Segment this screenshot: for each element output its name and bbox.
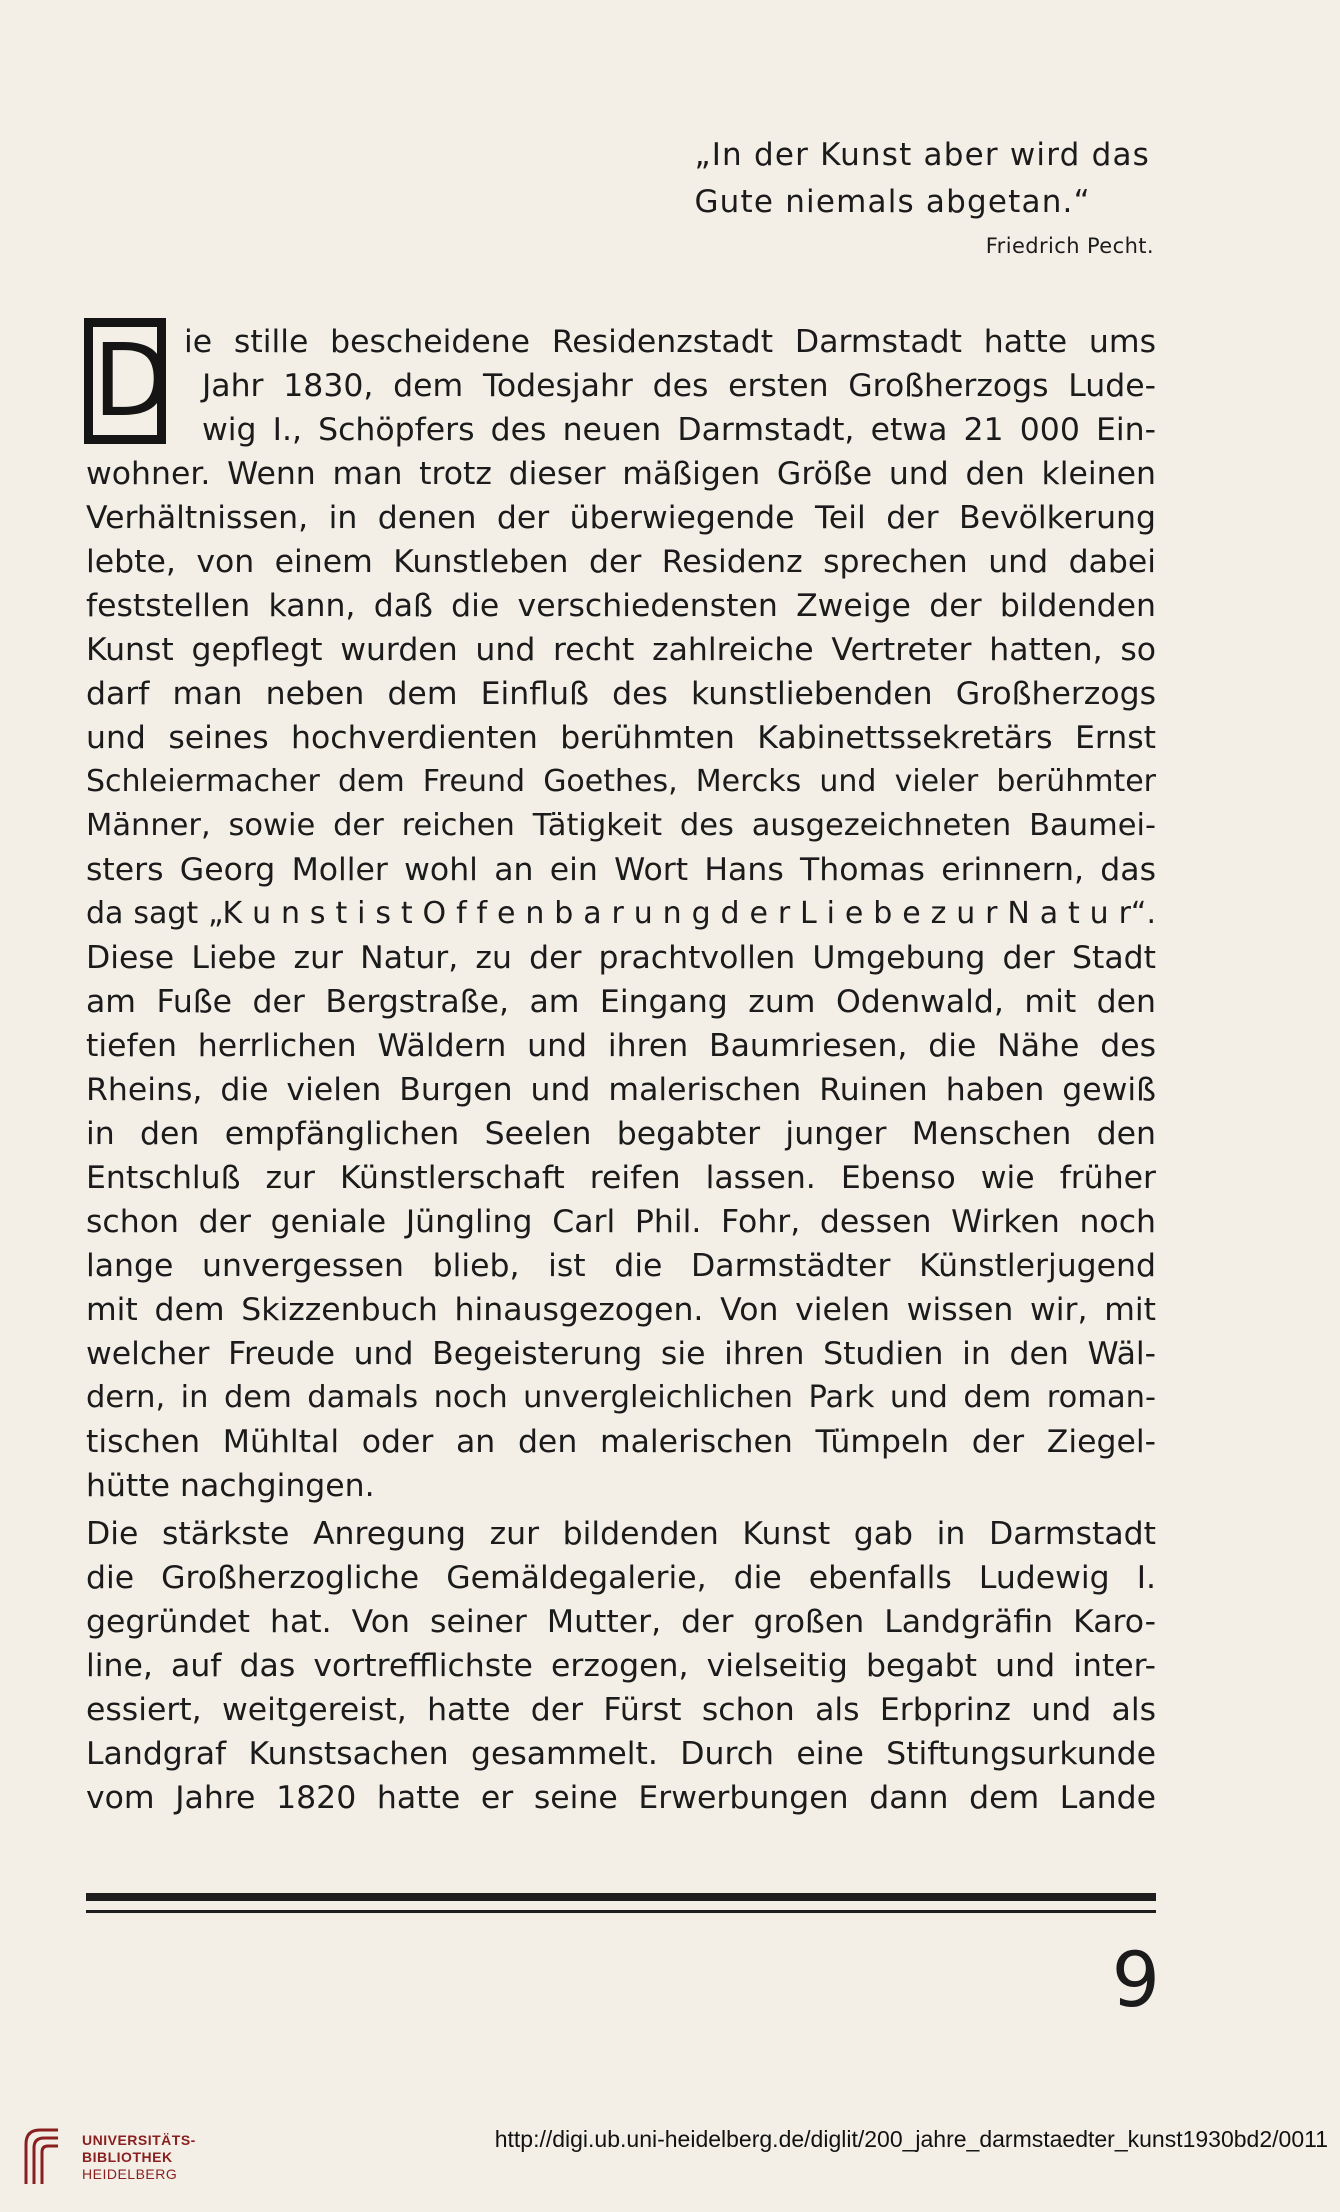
text-line: Landgraf Kunstsachen gesammelt. Durch eine Stiftungsurkunde [86, 1736, 1156, 1772]
text-line: Schleiermacher dem Freund Goethes, Mercks und vieler berühmter [86, 764, 1156, 799]
text-line: gegründet hat. Von seiner Mutter, der großen Landgräfin Karo- [86, 1604, 1156, 1640]
library-logo-icon [12, 2120, 72, 2190]
motto-line-1: „In der Kunst aber wird das [694, 137, 1150, 173]
text-line: essiert, weitgereist, hatte der Fürst schon als Erbprinz und als [86, 1692, 1156, 1728]
text-line: darf man neben dem Einfluß des kunstliebenden Großherzogs [86, 676, 1156, 712]
text-line: wohner. Wenn man trotz dieser mäßigen Größe und den kleinen [86, 456, 1156, 492]
source-url-link[interactable]: http://digi.ub.uni-heidelberg.de/diglit/200_jahre_darmstaedter_kunst1930bd2/0011 [494, 2126, 1328, 2152]
text-line: dern, in dem damals noch unvergleichlichen Park und dem roman- [86, 1380, 1156, 1415]
text-line: Diese Liebe zur Natur, zu der prachtvollen Umgebung der Stadt [86, 940, 1156, 976]
text-line: Verhältnissen, in denen der überwiegende Teil der Bevölkerung [86, 500, 1156, 536]
text-line: vom Jahre 1820 hatte er seine Erwerbungen dann dem Lande [86, 1780, 1156, 1816]
drop-cap [84, 318, 171, 444]
text-line: wig I., Schöpfers des neuen Darmstadt, etwa 21 000 Ein- [202, 412, 1156, 448]
text-line: sters Georg Moller wohl an ein Wort Hans Thomas erinnern, das [86, 852, 1156, 888]
text-line: tischen Mühltal oder an den malerischen Tümpeln der Ziegel- [86, 1424, 1156, 1460]
text-line: Männer, sowie der reichen Tätigkeit des ausgezeichneten Baumei- [86, 808, 1156, 843]
drop-cap-letter: D [93, 322, 171, 439]
page-number: 9 [1111, 1935, 1160, 2024]
text-line: ie stille bescheidene Residenzstadt Darmstadt hatte ums [184, 324, 1156, 360]
text-line: und seines hochverdienten berühmten Kabinettssekretärs Ernst [86, 720, 1156, 756]
text-line: Jahr 1830, dem Todesjahr des ersten Großherzogs Lude- [202, 368, 1156, 404]
text-line: feststellen kann, daß die verschiedensten Zweige der bildenden [86, 588, 1156, 624]
motto-line-2: Gute niemals abgetan.“ [694, 184, 1091, 220]
divider-thick [86, 1893, 1156, 1901]
text-line: line, auf das vortrefflichste erzogen, vielseitig begabt und inter- [86, 1648, 1156, 1684]
text-line: in den empfänglichen Seelen begabter junger Menschen den [86, 1116, 1156, 1152]
text-line: tiefen herrlichen Wäldern und ihren Baumriesen, die Nähe des [86, 1028, 1156, 1064]
text-line: Die stärkste Anregung zur bildenden Kunst gab in Darmstadt [86, 1516, 1156, 1552]
text-line-spaced-quote: da sagt „K u n s t i s t O f f e n b a r u n g d e r L i e b e z u r N a t u r“. [86, 896, 1156, 931]
text-line: lange unvergessen blieb, ist die Darmstädter Künstlerjugend [86, 1248, 1156, 1284]
library-name: UNIVERSITÄTS- BIBLIOTHEK HEIDELBERG [82, 2132, 196, 2182]
text-line: lebte, von einem Kunstleben der Residenz sprechen und dabei [86, 544, 1156, 580]
text-line: am Fuße der Bergstraße, am Eingang zum Odenwald, mit den [86, 984, 1156, 1020]
text-line: die Großherzogliche Gemäldegalerie, die ebenfalls Ludewig I. [86, 1560, 1156, 1596]
text-line: welcher Freude und Begeisterung sie ihren Studien in den Wäl- [86, 1336, 1156, 1372]
text-line: Entschluß zur Künstlerschaft reifen lassen. Ebenso wie früher [86, 1160, 1156, 1196]
divider-thin [86, 1910, 1156, 1913]
motto-author: Friedrich Pecht. [985, 234, 1154, 258]
text-line: mit dem Skizzenbuch hinausgezogen. Von vielen wissen wir, mit [86, 1292, 1156, 1328]
text-line: schon der geniale Jüngling Carl Phil. Fohr, dessen Wirken noch [86, 1204, 1156, 1240]
digitization-footer [0, 2090, 1340, 2212]
text-line: hütte nachgingen. [86, 1468, 375, 1504]
text-line: Kunst gepflegt wurden und recht zahlreiche Vertreter hatten, so [86, 632, 1156, 668]
motto-quote [694, 132, 1150, 226]
text-line: Rheins, die vielen Burgen und malerischen Ruinen haben gewiß [86, 1072, 1156, 1108]
